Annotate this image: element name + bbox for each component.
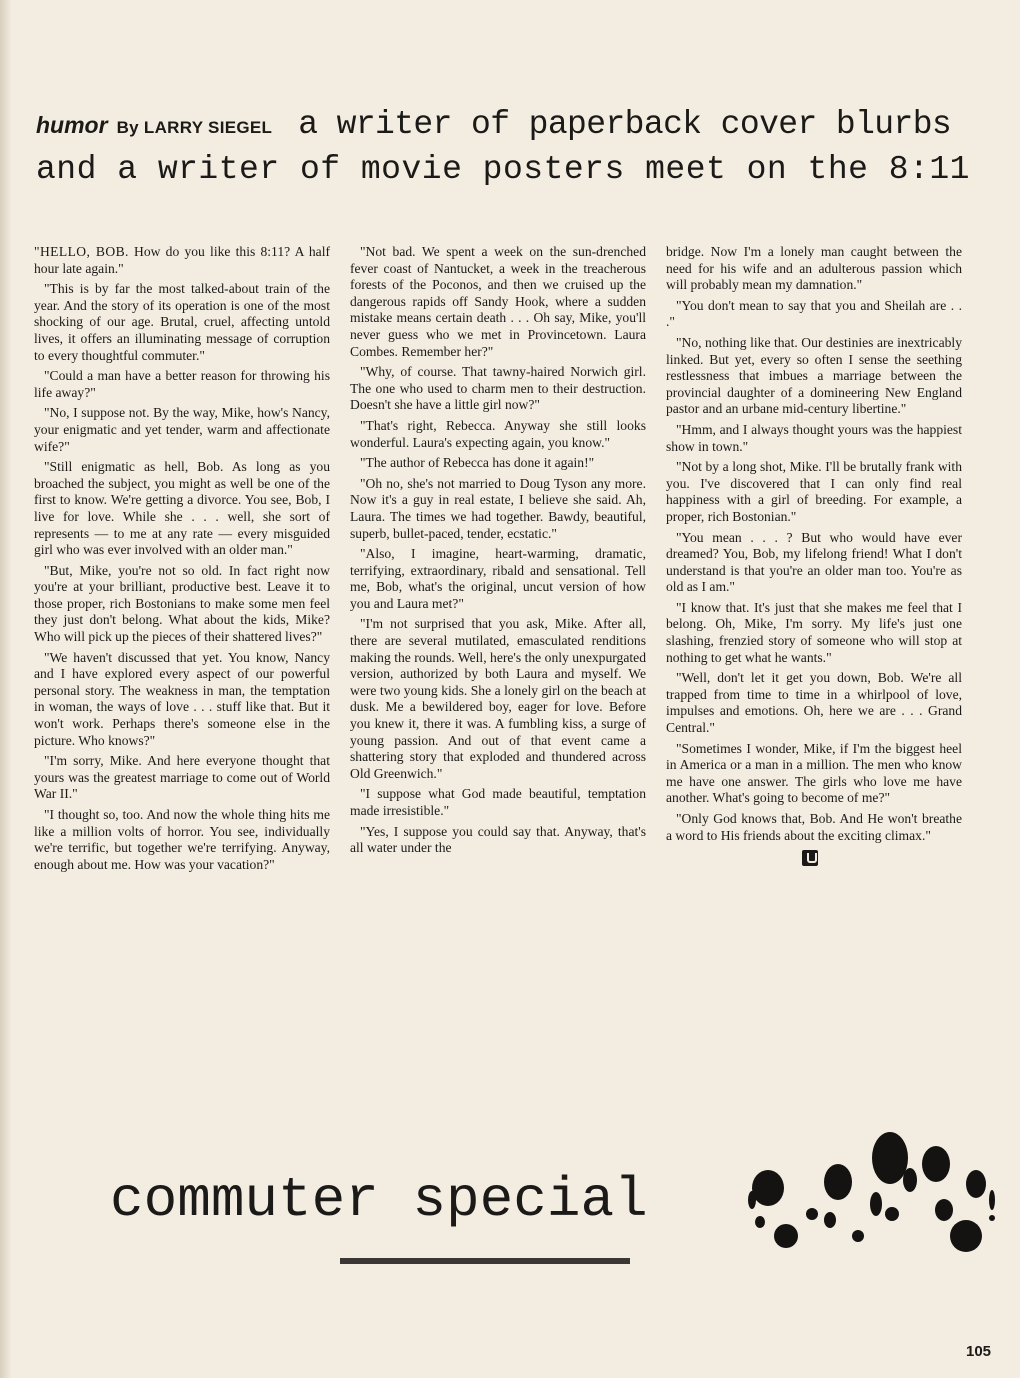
paragraph: "Why, of course. That tawny-haired Norwich girl. The one who used to charm men to their destruction. Doesn't she have a little girl now?" — [350, 364, 646, 413]
paragraph: "Still enigmatic as hell, Bob. As long as you broached the subject, you might as well be one of the first to know. We're getting a divorce. You see, Bob, I live for love. While she . . . well, she sort of represents — to me at any rate — every misguided girl who was ever involved with an older man." — [34, 459, 330, 558]
paragraph: "I thought so, too. And now the whole thing hits me like a million volts of horror. You see, individually we're terrific, but together we're terrifying. Anyway, enough about me. How was your vacation?" — [34, 807, 330, 872]
paragraph: "That's right, Rebecca. Anyway she still looks wonderful. Laura's expecting again, you know." — [350, 417, 646, 450]
paragraph: "Not bad. We spent a week on the sun-drenched fever coast of Nantucket, a week in the treacherous forests of the Poconos, and then we cruised up the dangerous rapids off Sandy Hook, where a sudden mistake means certain death . . . Oh say, Mike, you'll never guess who we met in Provincetown. Laura Combes. Remember her?" — [350, 244, 646, 359]
feature-underline — [340, 1258, 630, 1264]
title-line-1: a writer of paperback cover blurbs — [298, 106, 952, 143]
lead-in: "HELLO, BOB. — [34, 244, 129, 259]
paragraph: "You don't mean to say that you and Sheilah are . . ." — [666, 297, 962, 330]
text-column-1 — [34, 244, 330, 872]
paragraph: "Hmm, and I always thought yours was the happiest show in town." — [666, 421, 962, 454]
exclamation-dots-icon — [740, 1118, 1000, 1268]
paragraph: "Sometimes I wonder, Mike, if I'm the biggest heel in America or a man in a million. The men who know me have one answer. The girls who love me have another. What's going to become of me?" — [666, 740, 962, 806]
article-headline — [36, 106, 986, 188]
rabbit-end-mark-icon — [802, 850, 818, 866]
paragraph: "Also, I imagine, heart-warming, dramatic, terrifying, extraordinary, ribald and sensational. Tell me, Bob, what's the original, uncut version of how you and Laura met?" — [350, 546, 646, 611]
paragraph: "Not by a long shot, Mike. I'll be brutally frank with you. I've discovered that I can only find real happiness with a girl of breeding. For example, a proper, rich Bostonian." — [666, 459, 962, 524]
feature-title: commuter special — [110, 1168, 648, 1232]
paragraph: "But, Mike, you're not so old. In fact right now you're at your brilliant, productive best. Leave it to those proper, rich Bostonians to make some men feel they just don't belong. What about the kids, Mike? Who will pick up the pieces of their shattered lives?" — [34, 562, 330, 645]
feature-banner — [110, 1168, 648, 1232]
paragraph: bridge. Now I'm a lonely man caught between the need for his wife and an adulterous passion which will probably mean my damnation." — [666, 244, 962, 293]
headline-line-1 — [36, 106, 986, 143]
paragraph: "I know that. It's just that she makes me feel that I belong. Oh, Mike, I'm sorry. My life's just one slashing, frenzied story of someone who will stop at nothing to get what he wants." — [666, 599, 962, 665]
text-column-3 — [666, 244, 962, 856]
lead-text: How do you like this 8:11? A half hour late again." — [34, 244, 330, 276]
paragraph — [34, 244, 330, 277]
paragraph: "Yes, I suppose you could say that. Anyway, that's all water under the — [350, 823, 646, 856]
paragraph: "Well, don't let it get you down, Bob. We're all trapped from time to time in a whirlpool of love, impulses and emotions. Oh, here we are . . . Grand Central." — [666, 670, 962, 736]
page-number: 105 — [966, 1343, 992, 1360]
paragraph: "This is by far the most talked-about train of the year. And the story of its operation is one of the most shocking of our age. Brutal, cruel, affecting untold lives, it offers an illuminating message of corruption to every thoughtful commuter." — [34, 281, 330, 363]
paragraph: "Oh no, she's not married to Doug Tyson any more. Now it's a guy in real estate, I believe she said. Ah, Laura. The times we had together. Bawdy, beautiful, superb, bullet-paced, tender, ecstatic." — [350, 475, 646, 541]
paragraph: "No, I suppose not. By the way, Mike, how's Nancy, your enigmatic and yet tender, warm and affectionate wife?" — [34, 405, 330, 454]
paragraph: "I'm sorry, Mike. And here everyone thought that yours was the greatest marriage to come out of World War II." — [34, 753, 330, 802]
paragraph: "No, nothing like that. Our destinies are inextricably linked. But yet, every so often I sense the seething restlessness that imbues a marriage between the provincial daughter of a domineering New England pastor and an urbane mid-century libertine." — [666, 334, 962, 417]
paragraph: "We haven't discussed that yet. You know, Nancy and I have explored every aspect of our powerful personal story. The weakness in man, the temptation in woman, the ways of love . . . stuff like that. But it won't work. Perhaps there's someone else in the picture. Who knows?" — [34, 649, 330, 748]
paragraph: "I suppose what God made beautiful, temptation made irresistible." — [350, 786, 646, 818]
text-column-2 — [350, 244, 646, 856]
paragraph: "I'm not surprised that you ask, Mike. After all, there are several mutilated, emasculated renditions making the rounds. Well, here's the only unexpurgated version, authorized by both Laura and myself. We were two young kids. She a lonely girl on the beach at dusk. Me a bewildered boy, eager for love. Before you knew it, there it was. A fumbling kiss, a surge of young passion. And out of that event came a shattering story that exploded and thundered across Old Greenwich." — [350, 616, 646, 781]
section-kicker: humor — [36, 112, 108, 138]
paragraph: "The author of Rebecca has done it again!" — [360, 455, 595, 471]
page-gutter — [0, 0, 12, 1378]
paragraph: "Only God knows that, Bob. And He won't breathe a word to His friends about the exciting climax." — [666, 811, 962, 843]
paragraph: "Could a man have a better reason for throwing his life away?" — [34, 368, 330, 400]
article-body — [34, 244, 962, 872]
author-byline: By LARRY SIEGEL — [116, 118, 273, 137]
title-line-2: and a writer of movie posters meet on the 8:11 — [36, 151, 970, 188]
paragraph: "You mean . . . ? But who would have ever dreamed? You, Bob, my lifelong friend! What I don't understand is that you're an older man too. You're as old as I am." — [666, 529, 962, 595]
